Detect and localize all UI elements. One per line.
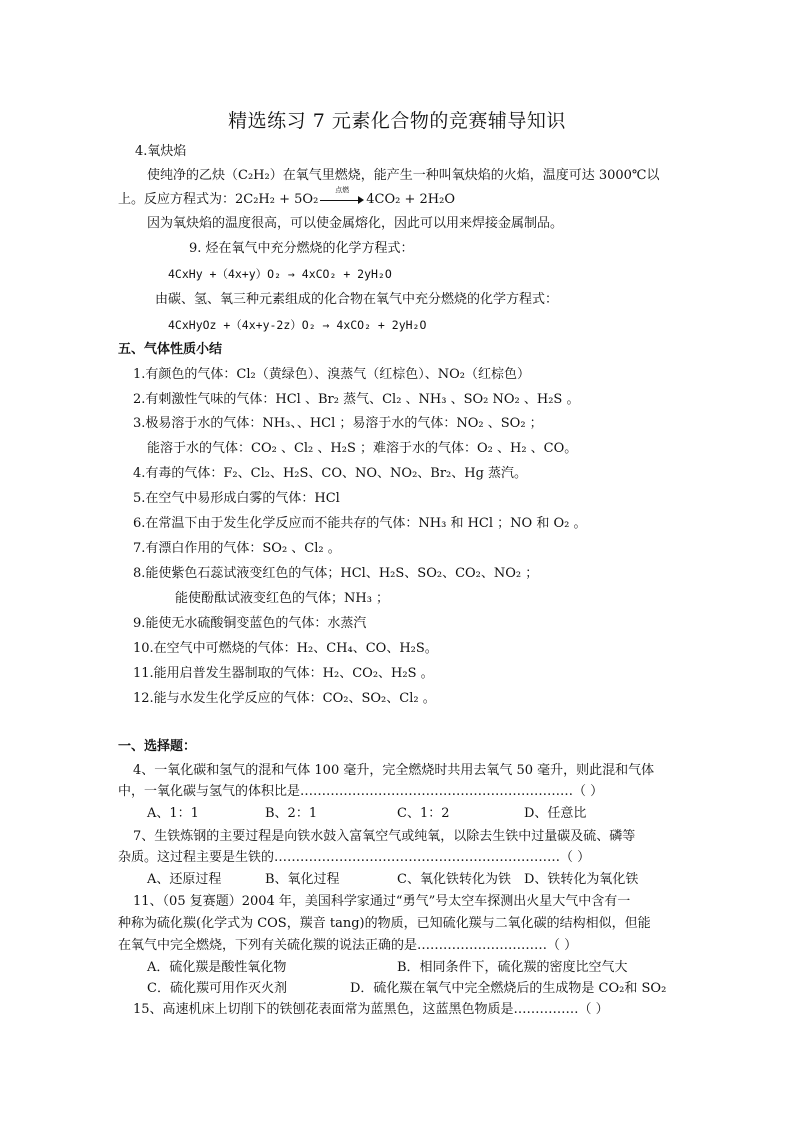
question-11-text-cont: 在氧气中完全燃烧，下列有关硫化羰的说法正确的是…………………………（ ） xyxy=(118,938,578,953)
gas-item: 能使酚酞试液变红色的气体；NH₃ ； xyxy=(175,591,390,606)
question-11-option-c: C．硫化羰可用作灭火剂 xyxy=(147,981,287,996)
cho-equation: 4CxHyOz +（4x+y-2z）O₂ → 4xCO₂ + 2yH₂O xyxy=(168,318,427,332)
question-7-text: 7、生铁炼钢的主要过程是向铁水鼓入富氧空气或纯氧，以除去生铁中过量碳及硫、磷等 xyxy=(133,829,636,844)
choice-section-heading: 一、选择题： xyxy=(118,739,197,754)
oxyacetylene-heading: 4.氧炔焰 xyxy=(135,144,187,159)
gas-item: 5.在空气中易形成白雾的气体：HCl xyxy=(133,491,340,506)
page-title: 精选练习 7 元素化合物的竞赛辅导知识 xyxy=(228,110,566,132)
gas-section-heading: 五、气体性质小结 xyxy=(118,342,223,357)
reaction-equation-line xyxy=(118,185,456,209)
question-4-option-c: C、1：2 xyxy=(397,806,450,821)
question-11-text: 11、（05 复赛题）2004 年，美国科学家通过“勇气”号太空车探测出火星大气中含有一 xyxy=(133,894,631,909)
oxyacetylene-paragraph-2: 因为氧炔焰的温度很高，可以使金属熔化，因此可以用来焊接金属制品。 xyxy=(147,216,564,231)
oxyacetylene-paragraph-1: 使纯净的乙炔（C₂H₂）在氧气里燃烧，能产生一种叫氧炔焰的火焰，温度可达 3000℃以 xyxy=(147,168,660,183)
gas-item: 10.在空气中可燃烧的气体：H₂、CH₄、CO、H₂S。 xyxy=(133,641,438,656)
gas-item: 2.有刺激性气味的气体：HCl 、Br₂ 蒸气、Cl₂ 、NH₃ 、SO₂ NO₂ 、H₂S 。 xyxy=(133,392,580,407)
question-4-option-d: D、任意比 xyxy=(524,806,587,821)
gas-item: 12.能与水发生化学反应的气体：CO₂、SO₂、Cl₂ 。 xyxy=(133,691,436,706)
question-4-text-cont: 中，一氧化碳与氢气的体积比是………………………………………………………（ ） xyxy=(118,784,604,799)
hydrocarbon-equation: 4CxHy +（4x+y）O₂ → 4xCO₂ + 2yH₂O xyxy=(168,267,392,281)
reaction-arrow-icon xyxy=(320,185,364,205)
question-11-text-cont: 种称为硫化羰(化学式为 COS，羰音 tang)的物质，已知硫化羰与二氧化碳的结构相似，但能 xyxy=(118,916,651,931)
question-4-option-a: A、1：1 xyxy=(147,806,199,821)
question-15-text: 15、高速机床上切削下的铁刨花表面常为蓝黑色，这蓝黑色物质是……………（ ） xyxy=(133,1002,609,1017)
question-7-option-d: D、铁转化为氧化铁 xyxy=(524,872,639,887)
question-4-text: 4、一氧化碳和氢气的混和气体 100 毫升，完全燃烧时共用去氧气 50 毫升，则此混和气体 xyxy=(133,763,655,778)
reaction-condition: 点燃 xyxy=(335,185,350,194)
reaction-reactants: 上。反应方程式为：2C₂H₂ + 5O₂ xyxy=(118,192,319,207)
gas-item: 3.极易溶于水的气体：NH₃、、HCl ；易溶于水的气体：NO₂ 、SO₂ ； xyxy=(133,416,543,431)
question-11-option-b: B．相同条件下，硫化羰的密度比空气大 xyxy=(397,960,628,975)
question-11-option-a: A．硫化羰是酸性氧化物 xyxy=(147,960,287,975)
question-7-option-c: C、氧化铁转化为铁 xyxy=(397,872,511,887)
gas-item: 4.有毒的气体：F₂、Cl₂、H₂S、CO、NO、NO₂、Br₂、Hg 蒸汽。 xyxy=(133,466,528,481)
gas-item: 9.能使无水硫酸铜变蓝色的气体：水蒸汽 xyxy=(133,616,367,631)
gas-item: 能溶于水的气体：CO₂ 、Cl₂ 、H₂S ；难溶于水的气体：O₂ 、H₂ 、CO。 xyxy=(147,441,578,456)
question-11-option-d: D．硫化羰在氧气中完全燃烧后的生成物是 CO₂和 SO₂ xyxy=(350,981,667,996)
question-7-option-b: B、氧化过程 xyxy=(265,872,340,887)
gas-item: 8.能使紫色石蕊试液变红色的气体；HCl、H₂S、SO₂、CO₂、NO₂ ； xyxy=(133,566,539,581)
question-4-option-b: B、2：1 xyxy=(265,806,318,821)
cho-combustion-text: 由碳、氢、氧三种元素组成的化合物在氧气中充分燃烧的化学方程式： xyxy=(155,292,559,307)
question-7-option-a: A、还原过程 xyxy=(147,872,222,887)
gas-item: 1.有颜色的气体：Cl₂（黄绿色）、溴蒸气（红棕色）、NO₂（红棕色） xyxy=(133,367,530,382)
gas-item: 6.在常温下由于发生化学反应而不能共存的气体：NH₃ 和 HCl ；NO 和 O₂ 。 xyxy=(133,516,587,531)
question-7-text-cont: 杂质。这过程主要是生铁的…………………………………………………………（ ） xyxy=(118,850,591,865)
reaction-products: 4CO₂ + 2H₂O xyxy=(366,192,456,207)
gas-item: 7.有漂白作用的气体：SO₂ 、Cl₂ 。 xyxy=(133,541,341,556)
hydrocarbon-combustion-heading: 9. 烃在氧气中充分燃烧的化学方程式： xyxy=(189,241,414,256)
gas-item: 11.能用启普发生器制取的气体：H₂、CO₂、H₂S 。 xyxy=(133,666,434,681)
